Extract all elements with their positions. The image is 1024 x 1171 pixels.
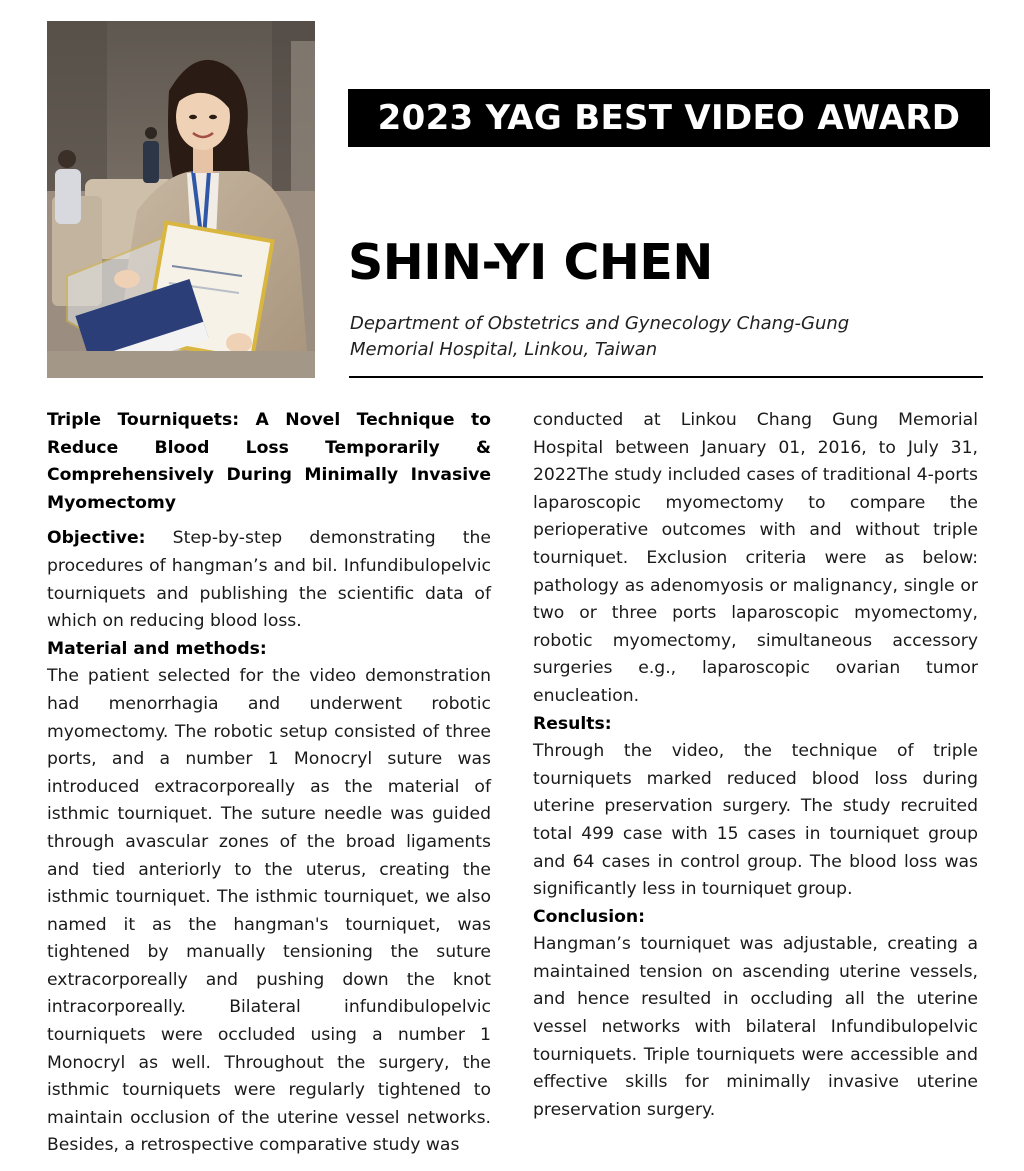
portrait-photo-icon	[47, 21, 315, 378]
objective-label: Objective:	[47, 528, 146, 549]
author-affiliation	[350, 311, 950, 363]
abstract-title: Triple Tourniquets: A Novel Technique to Reduce Blood Loss Temporarily & Comprehensively During Minimally Invasive Myomectomy	[47, 410, 491, 513]
conclusion-heading: Conclusion:	[533, 906, 646, 927]
award-banner	[348, 89, 990, 147]
affiliation-line-1: Department of Obstetrics and Gynecology Chang-Gung	[350, 313, 850, 334]
affiliation-line-2: Memorial Hospital, Linkou, Taiwan	[350, 339, 658, 360]
results-heading: Results:	[533, 713, 612, 734]
header-divider	[349, 376, 983, 378]
methods-text-right: conducted at Linkou Chang Gung Memorial Hospital between January 01, 2016, to July 31, 2022The study included cases of traditional 4-ports laparoscopic myomectomy to compare the perioperative outcomes with and without triple tourniquet. Exclusion criteria were as below: pathology as adenomyosis or malignancy, single or two or three ports laparoscopic myomectomy, robotic myomectomy, simultaneous accessory surgeries e.g., laparoscopic ovarian tumor enucleation.	[533, 410, 978, 706]
methods-heading: Material and methods:	[47, 638, 267, 659]
objective-paragraph	[47, 525, 491, 635]
award-title: 2023 YAG BEST VIDEO AWARD	[377, 98, 961, 138]
conclusion-text: Hangman’s tourniquet was adjustable, creating a maintained tension on ascending uterine vessels, and hence resulted in occluding all the uterine vessel networks with bilateral Infundibulopelvic tourniquets. Triple tourniquets were accessible and effective skills for minimally invasive uterine preservation surgery.	[533, 934, 978, 1120]
author-name: SHIN-YI CHEN	[348, 234, 713, 291]
objective-text: Step-by-step demonstrating the procedures of hangman’s and bil. Infundibulopelvic tourniquets and publishing the scientific data of which on reducing blood loss.	[47, 528, 491, 632]
abstract-right-column	[533, 407, 978, 1124]
abstract-left-column	[47, 407, 491, 1160]
award-winner-photo	[47, 21, 315, 378]
methods-text-left: The patient selected for the video demonstration had menorrhagia and underwent robotic myomectomy. The robotic setup consisted of three ports, and a number 1 Monocryl suture was introduced extracorporeally as the material of isthmic tourniquet. The suture needle was guided through avascular zones of the broad ligaments and tied anteriorly to the uterus, creating the isthmic tourniquet. The isthmic tourniquet, we also named it as the hangman's tourniquet, was tightened by manually tensioning the suture extracorporeally and pushing down the knot intracorporeally. Bilateral infundibulopelvic tourniquets were occluded using a number 1 Monocryl as well. Throughout the surgery, the isthmic tourniquets were regularly tightened to maintain occlusion of the uterine vessel networks. Besides, a retrospective comparative study was	[47, 666, 491, 1156]
results-text: Through the video, the technique of triple tourniquets marked reduced blood loss during uterine preservation surgery. The study recruited total 499 case with 15 cases in tourniquet group and 64 cases in control group. The blood loss was significantly less in tourniquet group.	[533, 741, 978, 900]
